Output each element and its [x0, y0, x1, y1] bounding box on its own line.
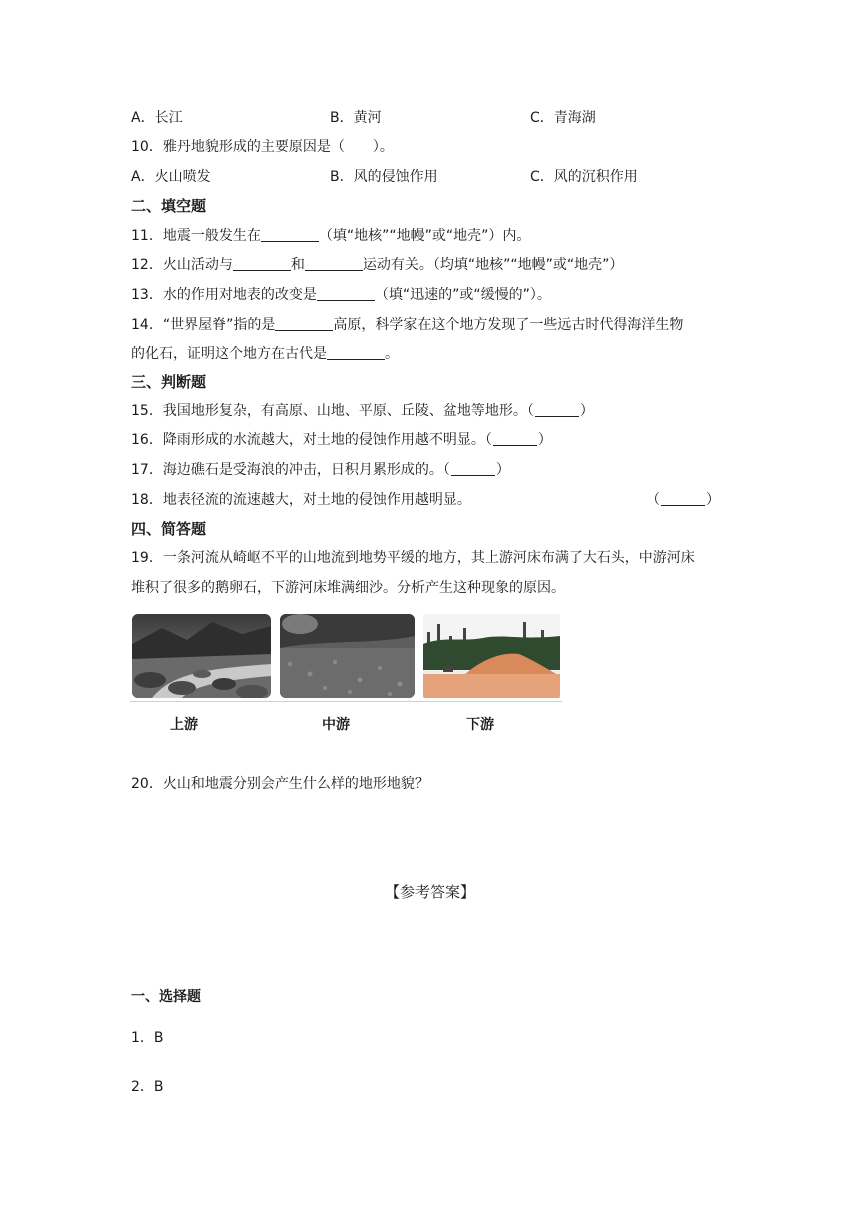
q17-blank[interactable] [451, 461, 495, 476]
q9-option-a: A．长江 [131, 110, 183, 126]
q17: 17．海边礁石是受海浪的冲击，日积月累形成的。（ ） [131, 462, 510, 478]
q14-text-d: 。 [385, 346, 399, 362]
q20: 20．火山和地震分别会产生什么样的地形地貌？ [131, 776, 429, 792]
q19-line2: 堆积了很多的鹅卵石，下游河床堆满细沙。分析产生这种现象的原因。 [131, 580, 565, 596]
section2-title: 二、填空题 [131, 197, 207, 215]
upstream-photo [132, 614, 271, 698]
q12-text-a: 12．火山活动与 [131, 257, 233, 273]
q16: 16．降雨形成的水流越大，对土地的侵蚀作用越不明显。（ ） [131, 432, 552, 448]
q14-blank-1[interactable] [275, 316, 333, 331]
answer-1: 1．B [131, 1030, 164, 1046]
q14-text-a: 14．“世界屋脊”指的是 [131, 317, 276, 333]
q11 [131, 226, 530, 246]
q12-blank-2[interactable] [305, 256, 363, 271]
q14-blank-2[interactable] [327, 345, 385, 360]
q15: 15．我国地形复杂，有高原、山地、平原、丘陵、盆地等地形。（ ） [131, 403, 594, 419]
q16-blank[interactable] [493, 431, 537, 446]
midstream-photo [280, 614, 415, 698]
q11-text-b: （填“地核”“地幔”或“地壳”）内。 [318, 228, 531, 244]
section3-title: 三、判断题 [131, 373, 207, 391]
caption-upstream: 上游 [170, 717, 198, 733]
q10-stem: 10．雅丹地貌形成的主要原因是（ ）。 [131, 139, 394, 155]
q16-text: 16．降雨形成的水流越大，对土地的侵蚀作用越不明显。 [131, 432, 485, 448]
q10-option-a: A．火山喷发 [131, 169, 211, 185]
q10-option-b: B．风的侵蚀作用 [330, 169, 438, 185]
q12-text-c: 运动有关。（均填“地核”“地幔”或“地壳”） [362, 257, 624, 273]
caption-midstream: 中游 [322, 717, 350, 733]
photo-baseline [130, 701, 562, 702]
q12 [131, 255, 623, 275]
q15-text: 15．我国地形复杂，有高原、山地、平原、丘陵、盆地等地形。 [131, 403, 527, 419]
q9-option-c: C．青海湖 [530, 110, 596, 126]
q18-blank[interactable] [661, 491, 705, 506]
q17-text: 17．海边礁石是受海浪的冲击，日积月累形成的。 [131, 462, 443, 478]
q18-answer-bracket: （ ） [646, 492, 720, 508]
q14-line1 [131, 315, 683, 335]
q12-text-b: 和 [290, 257, 305, 273]
section4-title: 四、简答题 [131, 520, 207, 538]
q11-text-a: 11．地震一般发生在 [131, 228, 261, 244]
q14-text-c: 的化石，证明这个地方在古代是 [131, 346, 327, 362]
answer-2: 2．B [131, 1079, 164, 1095]
q19-line1: 19．一条河流从崎岖不平的山地流到地势平缓的地方，其上游河床布满了大石头，中游河床 [131, 550, 695, 566]
q14-text-b: 高原，科学家在这个地方发现了一些远古时代得海洋生物 [333, 317, 684, 333]
q13-blank[interactable] [317, 286, 375, 301]
q12-blank-1[interactable] [233, 256, 291, 271]
q13 [131, 285, 551, 305]
q18-text: 18．地表径流的流速越大，对土地的侵蚀作用越明显。 [131, 492, 471, 508]
q13-text-b: （填“迅速的”或“缓慢的”）。 [374, 287, 551, 303]
caption-downstream: 下游 [466, 717, 494, 733]
q10-option-c: C．风的沉积作用 [530, 169, 638, 185]
q13-text-a: 13．水的作用对地表的改变是 [131, 287, 317, 303]
answers-section1-title: 一、选择题 [131, 989, 201, 1005]
answers-title: 【参考答案】 [384, 883, 475, 901]
downstream-photo [423, 614, 560, 698]
q11-blank[interactable] [261, 227, 319, 242]
q15-blank[interactable] [535, 402, 579, 417]
q18 [131, 490, 471, 510]
q14-line2 [131, 344, 399, 364]
q9-option-b: B．黄河 [330, 110, 382, 126]
